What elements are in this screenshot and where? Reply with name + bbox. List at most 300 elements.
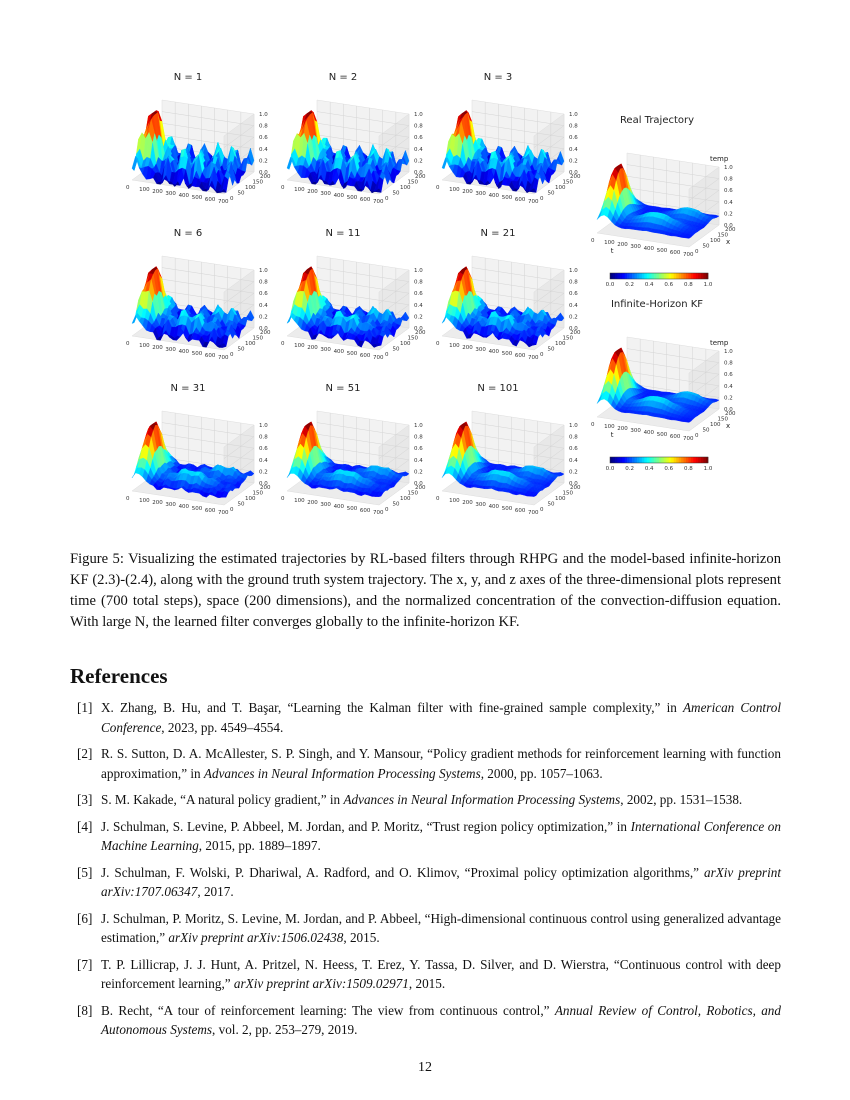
plot-title: N = 51 — [325, 383, 361, 394]
plot-real-trajectory — [585, 115, 736, 290]
x-tick-label: 700 — [373, 355, 384, 361]
y-tick-label: 100 — [245, 185, 256, 191]
x-tick-label: 100 — [139, 343, 150, 349]
z-tick-label: 0.4 — [259, 302, 268, 309]
z-tick-label: 0.0 — [569, 326, 578, 332]
plot-svg — [275, 72, 426, 222]
z-tick-label: 0.2 — [569, 469, 578, 476]
x-tick-label: 400 — [333, 193, 345, 199]
reference-item — [70, 698, 781, 737]
y-tick-label: 0 — [695, 433, 699, 439]
z-tick-label: 1.0 — [569, 268, 578, 274]
z-tick-label: 0.0 — [569, 170, 578, 176]
x-tick-label: 0 — [436, 341, 440, 347]
plot-svg — [430, 72, 581, 222]
y-axis-label: x — [726, 238, 731, 246]
z-tick-label: 0.0 — [414, 326, 423, 332]
x-tick-label: 700 — [528, 355, 539, 361]
z-tick-label: 0.8 — [414, 123, 423, 130]
x-tick-label: 200 — [152, 345, 163, 351]
y-tick-label: 200 — [415, 174, 426, 180]
z-tick-label: 1.0 — [414, 268, 423, 274]
x-tick-label: 600 — [204, 508, 216, 514]
reference-list — [70, 698, 781, 1047]
y-tick-label: 50 — [237, 501, 245, 508]
x-tick-label: 700 — [528, 199, 539, 205]
x-tick-label: 600 — [359, 353, 371, 359]
x-tick-label: 100 — [294, 187, 305, 193]
reference-details: , 2002, pp. 1531–1538. — [620, 792, 743, 807]
z-tick-label: 0.2 — [724, 395, 733, 402]
y-tick-label: 150 — [252, 490, 263, 497]
z-tick-label: 0.0 — [259, 326, 268, 332]
x-tick-label: 400 — [178, 193, 190, 199]
plot-title: N = 21 — [480, 228, 516, 239]
x-tick-label: 200 — [307, 189, 318, 195]
x-tick-label: 100 — [604, 424, 615, 430]
y-tick-label: 200 — [725, 227, 736, 233]
z-tick-label: 0.2 — [414, 314, 423, 321]
z-tick-label: 0.6 — [569, 446, 578, 453]
y-tick-label: 150 — [717, 232, 728, 239]
x-tick-label: 700 — [218, 199, 229, 205]
z-tick-label: 0.6 — [259, 135, 268, 142]
reference-number: [1] — [77, 700, 93, 715]
caption-text: Visualizing the estimated trajectories by RL-based filters through RHPG and the model-based infinite-horizon KF (2.3)-(2.4), along with the ground truth system trajectory. The x, y, and z axes of the three-dimensional plots represent time (700 total steps), space (200 dimensions), and the normalized concentration of the convection-diffusion equation. With large N, the learned filter converges globally to the infinite-horizon KF. — [70, 551, 781, 630]
y-tick-label: 100 — [710, 238, 721, 244]
reference-number: [8] — [77, 1002, 93, 1018]
z-tick-label: 0.4 — [259, 146, 268, 153]
x-tick-label: 500 — [656, 432, 668, 438]
plot-title: N = 1 — [173, 72, 203, 83]
x-tick-label: 300 — [165, 347, 176, 353]
x-tick-label: 700 — [218, 510, 229, 516]
y-tick-label: 200 — [415, 485, 426, 491]
y-tick-label: 100 — [710, 422, 721, 428]
z-tick-label: 0.4 — [569, 302, 578, 309]
plot-svg — [430, 228, 581, 378]
reference-authors-title: J. Schulman, P. Moritz, S. Levine, M. Jordan, and P. Abbeel, “High-dimensional continuous control using generalized advantage estimation,” — [101, 910, 781, 945]
z-tick-label: 0.0 — [724, 223, 733, 229]
plot-title: N = 2 — [328, 72, 358, 83]
x-tick-label: 300 — [475, 502, 486, 508]
x-tick-label: 600 — [514, 508, 526, 514]
y-tick-label: 50 — [392, 346, 400, 353]
z-tick-label: 0.6 — [569, 135, 578, 142]
x-tick-label: 200 — [617, 242, 628, 248]
x-tick-label: 700 — [683, 436, 694, 442]
reference-number: [3] — [77, 792, 93, 807]
z-tick-label: 0.8 — [569, 123, 578, 130]
reference-authors-title: S. M. Kakade, “A natural policy gradient,” in — [101, 792, 344, 807]
reference-number: [5] — [77, 864, 93, 880]
plot-svg — [585, 299, 736, 474]
x-tick-label: 0 — [281, 185, 285, 191]
x-tick-label: 200 — [617, 426, 628, 432]
x-axis-label: t — [610, 431, 614, 440]
reference-number: [6] — [77, 910, 93, 926]
x-tick-label: 300 — [475, 347, 486, 353]
y-tick-label: 200 — [570, 330, 581, 336]
z-tick-label: 0.8 — [259, 279, 268, 286]
reference-details: , 2015. — [408, 976, 446, 991]
x-tick-label: 200 — [307, 345, 318, 351]
reference-venue: arXiv preprint arXiv:1509.02971 — [233, 976, 409, 991]
x-tick-label: 300 — [320, 502, 331, 508]
x-tick-label: 400 — [643, 246, 655, 252]
y-tick-label: 150 — [562, 490, 573, 497]
reference-details: , 2023, pp. 4549–4554. — [161, 719, 284, 735]
x-tick-label: 100 — [294, 343, 305, 349]
x-tick-label: 200 — [307, 500, 318, 506]
x-tick-label: 300 — [320, 347, 331, 353]
z-tick-label: 0.6 — [259, 291, 268, 298]
x-tick-label: 700 — [528, 510, 539, 516]
y-tick-label: 0 — [385, 507, 389, 513]
plot-n3 — [430, 72, 581, 222]
x-tick-label: 300 — [165, 502, 176, 508]
plot-n101 — [430, 383, 581, 533]
x-tick-label: 500 — [191, 506, 203, 512]
plot-svg — [120, 72, 271, 222]
x-tick-label: 200 — [152, 500, 163, 506]
x-tick-label: 500 — [191, 351, 203, 357]
y-axis-label: x — [726, 422, 731, 430]
z-tick-label: 0.2 — [259, 469, 268, 476]
z-tick-label: 1.0 — [414, 423, 423, 429]
y-tick-label: 100 — [555, 185, 566, 191]
reference-details: , 2017. — [197, 884, 234, 899]
x-tick-label: 200 — [462, 500, 473, 506]
z-tick-label: 0.2 — [414, 469, 423, 476]
plot-n11 — [275, 228, 426, 378]
z-tick-label: 1.0 — [259, 112, 268, 118]
z-tick-label: 0.6 — [259, 446, 268, 453]
x-tick-label: 0 — [281, 496, 285, 502]
y-tick-label: 0 — [385, 352, 389, 358]
y-tick-label: 50 — [547, 346, 555, 353]
x-tick-label: 0 — [436, 185, 440, 191]
reference-item — [70, 955, 781, 994]
reference-authors-title: T. P. Lillicrap, J. J. Hunt, A. Pritzel, N. Heess, T. Erez, Y. Tassa, D. Silver, and D. Wierstra, “Continuous control with deep reinforcement learning,” — [101, 956, 781, 991]
plot-n21 — [430, 228, 581, 378]
y-tick-label: 100 — [400, 341, 411, 347]
reference-venue: arXiv preprint arXiv:1707.06347 — [101, 864, 781, 899]
z-tick-label: 0.8 — [569, 279, 578, 286]
x-tick-label: 600 — [204, 197, 216, 203]
y-tick-label: 150 — [407, 179, 418, 186]
x-tick-label: 400 — [178, 504, 190, 510]
z-tick-label: 0.4 — [569, 457, 578, 464]
x-tick-label: 0 — [126, 341, 130, 347]
plot-svg — [585, 115, 736, 290]
y-tick-label: 100 — [245, 496, 256, 502]
x-tick-label: 300 — [320, 191, 331, 197]
reference-item — [70, 817, 781, 856]
x-tick-label: 100 — [139, 498, 150, 504]
plot-title: N = 31 — [170, 383, 206, 394]
z-tick-label: 0.4 — [724, 199, 733, 206]
x-tick-label: 700 — [373, 510, 384, 516]
z-axis-label: temp — [710, 339, 729, 347]
z-tick-label: 0.8 — [259, 434, 268, 441]
reference-authors-title: R. S. Sutton, D. A. McAllester, S. P. Singh, and Y. Mansour, “Policy gradient methods for reinforcement learning with function approximation,” in — [101, 746, 781, 781]
y-tick-label: 150 — [407, 490, 418, 497]
z-tick-label: 1.0 — [569, 423, 578, 429]
reference-number: [4] — [77, 818, 93, 834]
x-tick-label: 400 — [333, 504, 345, 510]
y-tick-label: 100 — [400, 496, 411, 502]
y-tick-label: 200 — [260, 330, 271, 336]
plot-svg — [120, 383, 271, 533]
z-tick-label: 0.8 — [259, 123, 268, 130]
x-tick-label: 0 — [126, 496, 130, 502]
x-tick-label: 600 — [359, 197, 371, 203]
z-tick-label: 1.0 — [414, 112, 423, 118]
x-tick-label: 700 — [683, 252, 694, 258]
z-tick-label: 0.8 — [414, 279, 423, 286]
y-tick-label: 150 — [252, 179, 263, 186]
plot-title: N = 11 — [325, 228, 361, 239]
x-tick-label: 400 — [488, 504, 500, 510]
reference-details: , 2015, pp. 1889–1897. — [198, 838, 321, 853]
x-tick-label: 500 — [656, 248, 668, 254]
z-tick-label: 0.6 — [414, 446, 423, 453]
z-tick-label: 0.4 — [414, 302, 423, 309]
reference-venue: Advances in Neural Information Processing Systems — [343, 792, 621, 807]
z-tick-label: 0.0 — [259, 170, 268, 176]
x-tick-label: 200 — [152, 189, 163, 195]
reference-authors-title: B. Recht, “A tour of reinforcement learning: The view from continuous control,” — [101, 1002, 555, 1018]
x-tick-label: 100 — [294, 498, 305, 504]
reference-number: [2] — [77, 746, 93, 761]
y-tick-label: 150 — [562, 335, 573, 342]
plot-svg — [275, 228, 426, 378]
x-tick-label: 700 — [218, 355, 229, 361]
colorbar — [606, 273, 713, 288]
reference-item — [70, 790, 781, 810]
z-tick-label: 0.2 — [414, 158, 423, 165]
x-tick-label: 600 — [359, 508, 371, 514]
y-tick-label: 200 — [725, 411, 736, 417]
z-tick-label: 1.0 — [259, 268, 268, 274]
x-tick-label: 700 — [373, 199, 384, 205]
y-tick-label: 200 — [415, 330, 426, 336]
y-tick-label: 200 — [570, 174, 581, 180]
z-tick-label: 0.4 — [569, 146, 578, 153]
z-tick-label: 0.4 — [724, 383, 733, 390]
y-tick-label: 150 — [252, 335, 263, 342]
x-tick-label: 500 — [346, 506, 358, 512]
x-tick-label: 300 — [630, 244, 641, 250]
z-tick-label: 0.4 — [414, 146, 423, 153]
reference-item — [70, 744, 781, 783]
z-tick-label: 0.2 — [259, 158, 268, 165]
y-tick-label: 100 — [555, 341, 566, 347]
z-tick-label: 0.0 — [414, 170, 423, 176]
plot-svg — [430, 383, 581, 533]
reference-venue: Annual Review of Control, Robotics, and Autonomous Systems — [101, 1002, 781, 1037]
reference-venue: American Control Conference — [101, 700, 781, 735]
x-tick-label: 0 — [591, 238, 595, 244]
colorbar-tick-label: 0.6 — [664, 466, 674, 472]
y-tick-label: 50 — [237, 190, 245, 197]
y-tick-label: 100 — [400, 185, 411, 191]
x-tick-label: 500 — [191, 195, 203, 201]
y-tick-label: 0 — [230, 196, 234, 202]
y-tick-label: 50 — [702, 243, 710, 250]
reference-details: , 2000, pp. 1057–1063. — [480, 765, 603, 781]
y-tick-label: 50 — [547, 501, 555, 508]
z-tick-label: 0.0 — [259, 481, 268, 487]
z-tick-label: 1.0 — [569, 112, 578, 118]
x-tick-label: 500 — [501, 195, 513, 201]
z-tick-label: 0.2 — [569, 314, 578, 321]
page-number: 12 — [418, 1060, 432, 1075]
reference-item — [70, 863, 781, 902]
y-tick-label: 100 — [555, 496, 566, 502]
plot-infinite-horizon-kf — [585, 299, 736, 474]
z-tick-label: 0.6 — [724, 372, 733, 379]
colorbar — [606, 457, 713, 472]
x-tick-label: 400 — [178, 349, 190, 355]
x-tick-label: 300 — [475, 191, 486, 197]
references-heading: References — [70, 664, 168, 688]
x-tick-label: 200 — [462, 345, 473, 351]
z-tick-label: 0.8 — [414, 434, 423, 441]
y-tick-label: 0 — [230, 352, 234, 358]
z-tick-label: 0.6 — [414, 291, 423, 298]
x-tick-label: 0 — [126, 185, 130, 191]
y-tick-label: 50 — [547, 190, 555, 197]
reference-details: , 2015. — [343, 930, 380, 945]
z-tick-label: 0.6 — [724, 188, 733, 195]
x-tick-label: 400 — [488, 349, 500, 355]
y-tick-label: 150 — [562, 179, 573, 186]
x-tick-label: 100 — [449, 343, 460, 349]
x-tick-label: 500 — [501, 351, 513, 357]
colorbar-tick-label: 0.2 — [625, 282, 634, 288]
colorbar-tick-label: 0.0 — [605, 466, 615, 472]
reference-venue: International Conference on Machine Learning — [101, 818, 781, 853]
x-tick-label: 0 — [591, 422, 595, 428]
z-tick-label: 0.0 — [414, 481, 423, 487]
x-tick-label: 400 — [643, 430, 655, 436]
y-tick-label: 0 — [540, 507, 544, 513]
x-tick-label: 200 — [462, 189, 473, 195]
y-tick-label: 0 — [695, 249, 699, 255]
z-tick-label: 0.6 — [569, 291, 578, 298]
x-tick-label: 400 — [333, 349, 345, 355]
figure-caption — [70, 549, 781, 633]
x-tick-label: 100 — [449, 498, 460, 504]
colorbar-tick-label: 0.8 — [684, 466, 693, 472]
colorbar-tick-label: 0.8 — [684, 282, 693, 288]
x-tick-label: 300 — [165, 191, 176, 197]
plot-title: N = 3 — [483, 72, 513, 83]
colorbar-tick-label: 0.4 — [644, 466, 654, 472]
y-tick-label: 0 — [540, 352, 544, 358]
z-tick-label: 0.4 — [259, 457, 268, 464]
colorbar-tick-label: 1.0 — [703, 466, 713, 472]
reference-number: [7] — [77, 956, 93, 972]
x-tick-label: 600 — [204, 353, 216, 359]
z-tick-label: 0.8 — [569, 434, 578, 441]
reference-item — [70, 1001, 781, 1040]
y-tick-label: 50 — [237, 346, 245, 353]
z-tick-label: 0.2 — [569, 158, 578, 165]
plot-title: Real Trajectory — [619, 115, 695, 126]
plot-n6 — [120, 228, 271, 378]
reference-venue: Advances in Neural Information Processing Systems — [203, 765, 481, 781]
z-tick-label: 0.8 — [724, 176, 733, 183]
plot-svg — [275, 383, 426, 533]
x-axis-label: t — [610, 247, 614, 256]
plot-title: N = 101 — [477, 383, 519, 394]
reference-venue: arXiv preprint arXiv:1506.02438 — [168, 930, 344, 945]
y-tick-label: 150 — [407, 335, 418, 342]
z-tick-label: 0.0 — [569, 481, 578, 487]
x-tick-label: 400 — [488, 193, 500, 199]
y-tick-label: 200 — [260, 174, 271, 180]
plot-title: Infinite-Horizon KF — [610, 299, 704, 310]
x-tick-label: 600 — [514, 197, 526, 203]
colorbar-tick-label: 1.0 — [703, 282, 713, 288]
colorbar-tick-label: 0.0 — [605, 282, 615, 288]
reference-details: , vol. 2, pp. 253–279, 2019. — [212, 1022, 358, 1037]
reference-authors-title: J. Schulman, F. Wolski, P. Dhariwal, A. Radford, and O. Klimov, “Proximal policy optimization algorithms,” — [101, 864, 704, 880]
colorbar-tick-label: 0.4 — [644, 282, 654, 288]
x-tick-label: 0 — [281, 341, 285, 347]
z-tick-label: 0.4 — [414, 457, 423, 464]
y-tick-label: 50 — [392, 190, 400, 197]
z-axis-label: temp — [710, 155, 729, 163]
y-tick-label: 200 — [570, 485, 581, 491]
reference-item — [70, 909, 781, 948]
x-tick-label: 600 — [669, 434, 681, 440]
z-tick-label: 1.0 — [724, 165, 733, 171]
y-tick-label: 0 — [385, 196, 389, 202]
x-tick-label: 600 — [514, 353, 526, 359]
x-tick-label: 500 — [346, 195, 358, 201]
plot-n51 — [275, 383, 426, 533]
x-tick-label: 500 — [501, 506, 513, 512]
y-tick-label: 50 — [702, 427, 710, 434]
plot-n2 — [275, 72, 426, 222]
x-tick-label: 600 — [669, 250, 681, 256]
x-tick-label: 0 — [436, 496, 440, 502]
z-tick-label: 0.0 — [724, 407, 733, 413]
y-tick-label: 200 — [260, 485, 271, 491]
y-tick-label: 150 — [717, 416, 728, 423]
colorbar-tick-label: 0.6 — [664, 282, 674, 288]
plot-n1 — [120, 72, 271, 222]
x-tick-label: 300 — [630, 428, 641, 434]
x-tick-label: 100 — [139, 187, 150, 193]
x-tick-label: 500 — [346, 351, 358, 357]
y-tick-label: 50 — [392, 501, 400, 508]
plot-svg — [120, 228, 271, 378]
plot-n31 — [120, 383, 271, 533]
z-tick-label: 0.2 — [724, 211, 733, 218]
colorbar-tick-label: 0.2 — [625, 466, 634, 472]
caption-label: Figure 5: — [70, 551, 124, 567]
reference-authors-title: J. Schulman, S. Levine, P. Abbeel, M. Jordan, and P. Moritz, “Trust region policy optimization,” in — [101, 818, 631, 834]
plot-title: N = 6 — [173, 228, 203, 239]
y-tick-label: 0 — [230, 507, 234, 513]
x-tick-label: 100 — [604, 240, 615, 246]
y-tick-label: 0 — [540, 196, 544, 202]
